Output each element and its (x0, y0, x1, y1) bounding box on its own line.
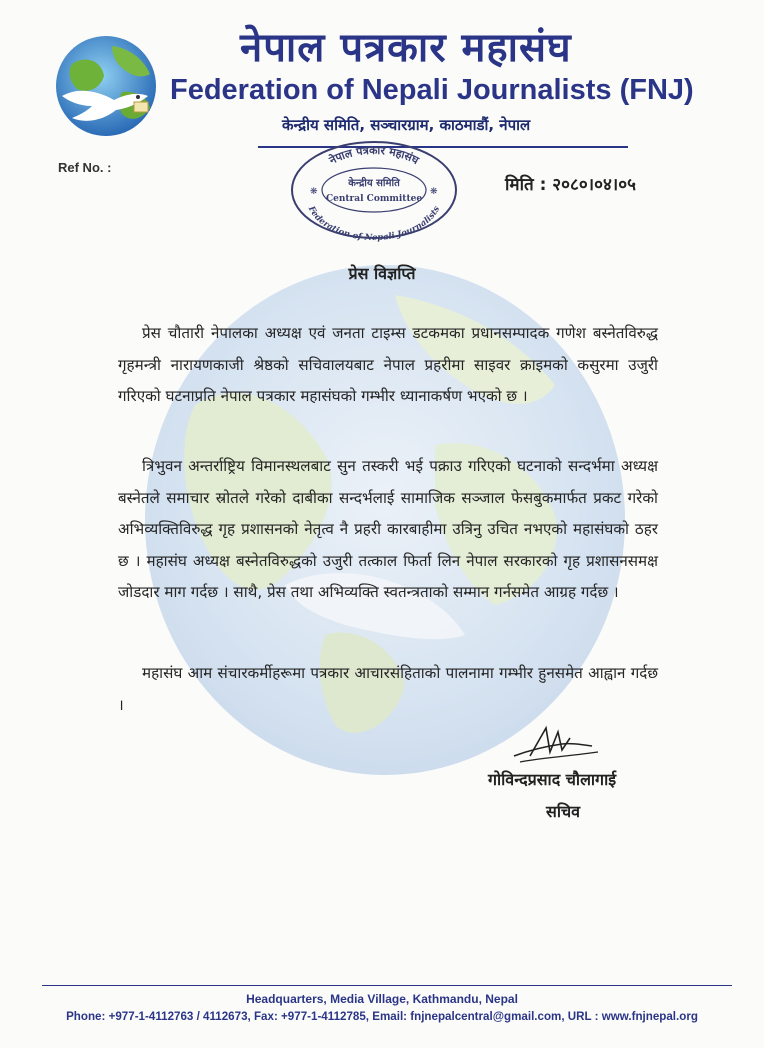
stamp-ring-top: नेपाल पत्रकार महासंघ (327, 143, 421, 168)
press-release-heading: प्रेस विज्ञप्ति (348, 264, 416, 283)
body-paragraph-3 (118, 658, 658, 721)
dove-globe-logo-icon (52, 34, 160, 138)
paragraph-text: त्रिभुवन अन्तर्राष्ट्रिय विमानस्थलबाट सुन तस्करी भई पक्राउ गरिएको घटनाको सन्दर्भमा अध्यक्ष बस्नेतले समाचार स्रोतले गरेको दाबीका सन्दर्भलाई सामाजिक सञ्जाल फेसबुकमार्फत प्रकट गरेको अभिव्यक्तिविरुद्ध गृह प्रशासनको नेतृत्व नै प्रहरी कारबाहीमा उत्रिनु उचित नभएको महासंघको ठहर छ । महासंघ अध्यक्ष बस्नेतविरुद्धको उजुरी तत्काल फिर्ता लिन नेपाल सरकारको गृह प्रशासनसमक्ष जोडदार माग गर्दछ । साथै, प्रेस तथा अभिव्यक्ति स्वतन्त्रताको सम्मान गर्नसमेत आग्रह गर्दछ । (118, 457, 658, 601)
stamp-center-nepali: केन्द्रीय समिति (348, 178, 400, 189)
ref-number-label: Ref No. : (58, 160, 112, 175)
footer-divider (42, 985, 732, 986)
paragraph-text: महासंघ आम संचारकर्मीहरूमा पत्रकार आचारसंहिताको पालनामा गम्भीर हुनसमेत आह्वान गर्दछ । (118, 664, 658, 714)
org-name-nepali: नेपाल पत्रकार महासंघ (240, 25, 572, 71)
stamp-star-icon: ❋ (310, 187, 318, 197)
body-paragraph-2 (118, 451, 658, 609)
letter-date: मिति : २०८०।०४।०५ (505, 175, 636, 195)
stamp-ring-bottom: Federation of Nepali Journalists (305, 204, 443, 242)
paragraph-text: प्रेस चौतारी नेपालका अध्यक्ष एवं जनता टाइम्स डटकमका प्रधानसम्पादक गणेश बस्नेतविरुद्ध गृहमन्त्री नारायणकाजी श्रेष्ठको सचिवालयबाट नेपाल प्रहरीमा साइवर क्राइमको कसुरमा उजुरी गरिएको घटनाप्रति नेपाल पत्रकार महासंघको गम्भीर ध्यानाकर्षण भएको छ । (118, 324, 658, 405)
org-name-english: Federation of Nepali Journalists (FNJ) (170, 74, 694, 106)
body-paragraph-1 (118, 318, 658, 413)
stamp-star-icon: ❋ (430, 187, 438, 197)
signatory-title: सचिव (546, 802, 581, 821)
official-stamp (288, 138, 460, 242)
stamp-center-english: Central Committee (325, 194, 423, 204)
org-address: केन्द्रीय समिति, सञ्चारग्राम, काठमाडौं, नेपाल (282, 116, 531, 134)
footer-address: Headquarters, Media Village, Kathmandu, Nepal (246, 992, 518, 1006)
footer-contact: Phone: +977-1-4112763 / 4112673, Fax: +977-1-4112785, Email: fnjnepalcentral@gmail.com, URL : www.fnjnepal.org (66, 1010, 698, 1023)
signature-icon (500, 716, 610, 774)
signatory-name: गोविन्दप्रसाद चौलागाई (488, 770, 617, 789)
